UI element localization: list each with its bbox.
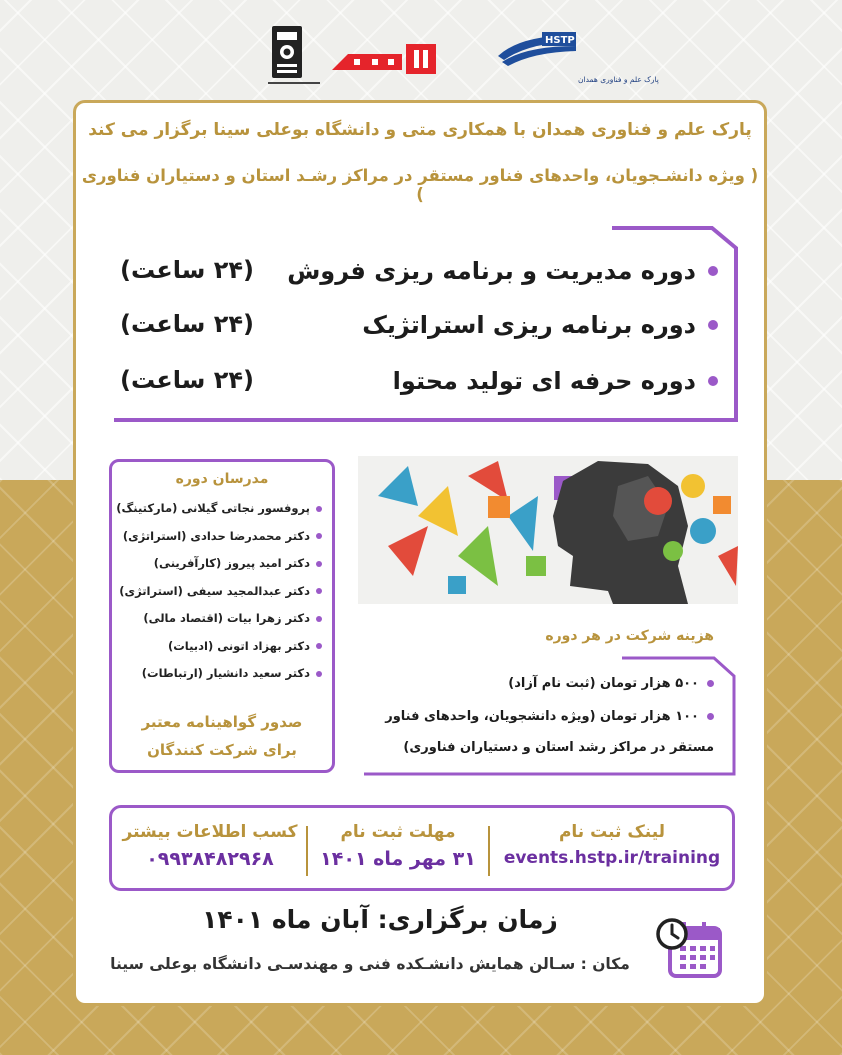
teacher-name: دکتر زهرا بیات (اقتصاد مالی) [143, 611, 310, 625]
hstp-logo-text: HSTP [545, 35, 575, 46]
course-hours: (۲۴ ساعت) [120, 310, 255, 338]
teacher-item [116, 584, 322, 612]
deadline-value: ۳۱ مهر ماه ۱۴۰۱ [320, 848, 476, 870]
contact-phone[interactable]: ۰۹۹۳۸۴۸۲۹۶۸ [146, 848, 274, 870]
fee-public-text: ۵۰۰ هزار تومان (ثبت نام آزاد) [508, 676, 699, 691]
bullet-icon [316, 616, 322, 622]
teacher-name: دکتر امید پیروز (کارآفرینی) [153, 556, 310, 570]
event-location: مکان : سـالن همایش دانشـکده فنی و مهندسـی دانشگاه بوعلی سینا [110, 955, 630, 973]
teacher-item [116, 639, 322, 667]
teachers-panel [109, 459, 335, 773]
bullet-icon [708, 266, 718, 276]
calendar-clock-icon [656, 914, 724, 980]
course-title: دوره حرفه ای تولید محتوا [392, 367, 696, 395]
bu-ali-sina-university-logo [262, 20, 322, 90]
certificate-line-2: برای شرکت کنندگان [147, 741, 297, 759]
contact-column [116, 808, 304, 888]
bullet-icon [316, 561, 322, 567]
fee-line-special-continued: مستقر در مراکز رشد استان و دستیاران فناوری) [403, 740, 714, 755]
fee-title: هزینه شرکت در هر دوره [545, 628, 714, 644]
course-title: دوره مدیریت و برنامه ریزی فروش [287, 257, 696, 285]
teacher-name: دکتر بهزاد اتونی (ادبیات) [167, 638, 310, 653]
course-item [120, 310, 718, 350]
bullet-icon [316, 506, 322, 512]
education-illustration [358, 456, 738, 604]
registration-link-column [492, 808, 732, 888]
teacher-item [116, 611, 322, 639]
course-title: دوره برنامه ریزی استراتژیک [362, 311, 696, 339]
deadline-column [310, 808, 486, 888]
bullet-icon [708, 320, 718, 330]
teachers-list [116, 501, 322, 694]
course-item [120, 256, 718, 296]
certificate-note [112, 708, 332, 764]
teacher-name: دکتر محمدرضا حدادی (استراتژی) [122, 528, 310, 543]
bullet-icon [316, 588, 322, 594]
contact-label: کسب اطلاعات بیشتر [122, 822, 298, 842]
matti-logo [328, 40, 440, 80]
course-hours: (۲۴ ساعت) [120, 366, 255, 394]
logo-bar [0, 16, 842, 86]
bullet-icon [707, 713, 714, 720]
teacher-name: پروفسور نجاتی گیلانی (مارکتینگ) [116, 501, 310, 515]
event-date: زمان برگزاری: آبان ماه ۱۴۰۱ [202, 905, 558, 934]
registration-info-box [109, 805, 735, 891]
teacher-item [116, 556, 322, 584]
column-divider [488, 826, 490, 876]
registration-link[interactable]: events.hstp.ir/training [503, 848, 721, 868]
teacher-item [116, 529, 322, 557]
audience-subtitle: ( ویژه دانشـجویان، واحدهای فناور مستقر در مراکز رشـد استان و دستیاران فناوری ) [81, 166, 759, 204]
head-with-icons-illustration [358, 456, 738, 604]
fee-line-public [508, 676, 714, 691]
organizer-headline: پارک علم و فناوری همدان با همکاری متی و دانشگاه بوعلی سینا برگزار می کند [88, 120, 752, 140]
column-divider [306, 826, 308, 876]
fee-panel [362, 656, 736, 776]
certificate-line-1: صدور گواهینامه معتبر [141, 713, 303, 731]
course-hours: (۲۴ ساعت) [120, 256, 255, 284]
fee-line-special [385, 709, 714, 724]
teacher-item [116, 501, 322, 529]
hstp-logo [492, 26, 659, 92]
course-item [120, 366, 718, 406]
bullet-icon [316, 643, 322, 649]
bullet-icon [707, 680, 714, 687]
teacher-item [116, 666, 322, 694]
teachers-title: مدرسان دوره [175, 471, 269, 487]
registration-link-label: لینک ثبت نام [558, 822, 666, 842]
teacher-name: دکتر سعید دانشیار (ارتباطات) [141, 666, 310, 680]
bullet-icon [316, 533, 322, 539]
hstp-logo-caption: پارک علم و فناوری همدان [578, 75, 659, 84]
teacher-name: دکتر عبدالمجید سیفی (استراتژی) [119, 583, 310, 598]
bullet-icon [708, 376, 718, 386]
courses-panel [112, 226, 738, 422]
fee-special-text: ۱۰۰ هزار تومان (ویژه دانشجویان، واحدهای فناور [385, 709, 699, 724]
deadline-label: مهلت ثبت نام [340, 822, 456, 842]
bullet-icon [316, 671, 322, 677]
